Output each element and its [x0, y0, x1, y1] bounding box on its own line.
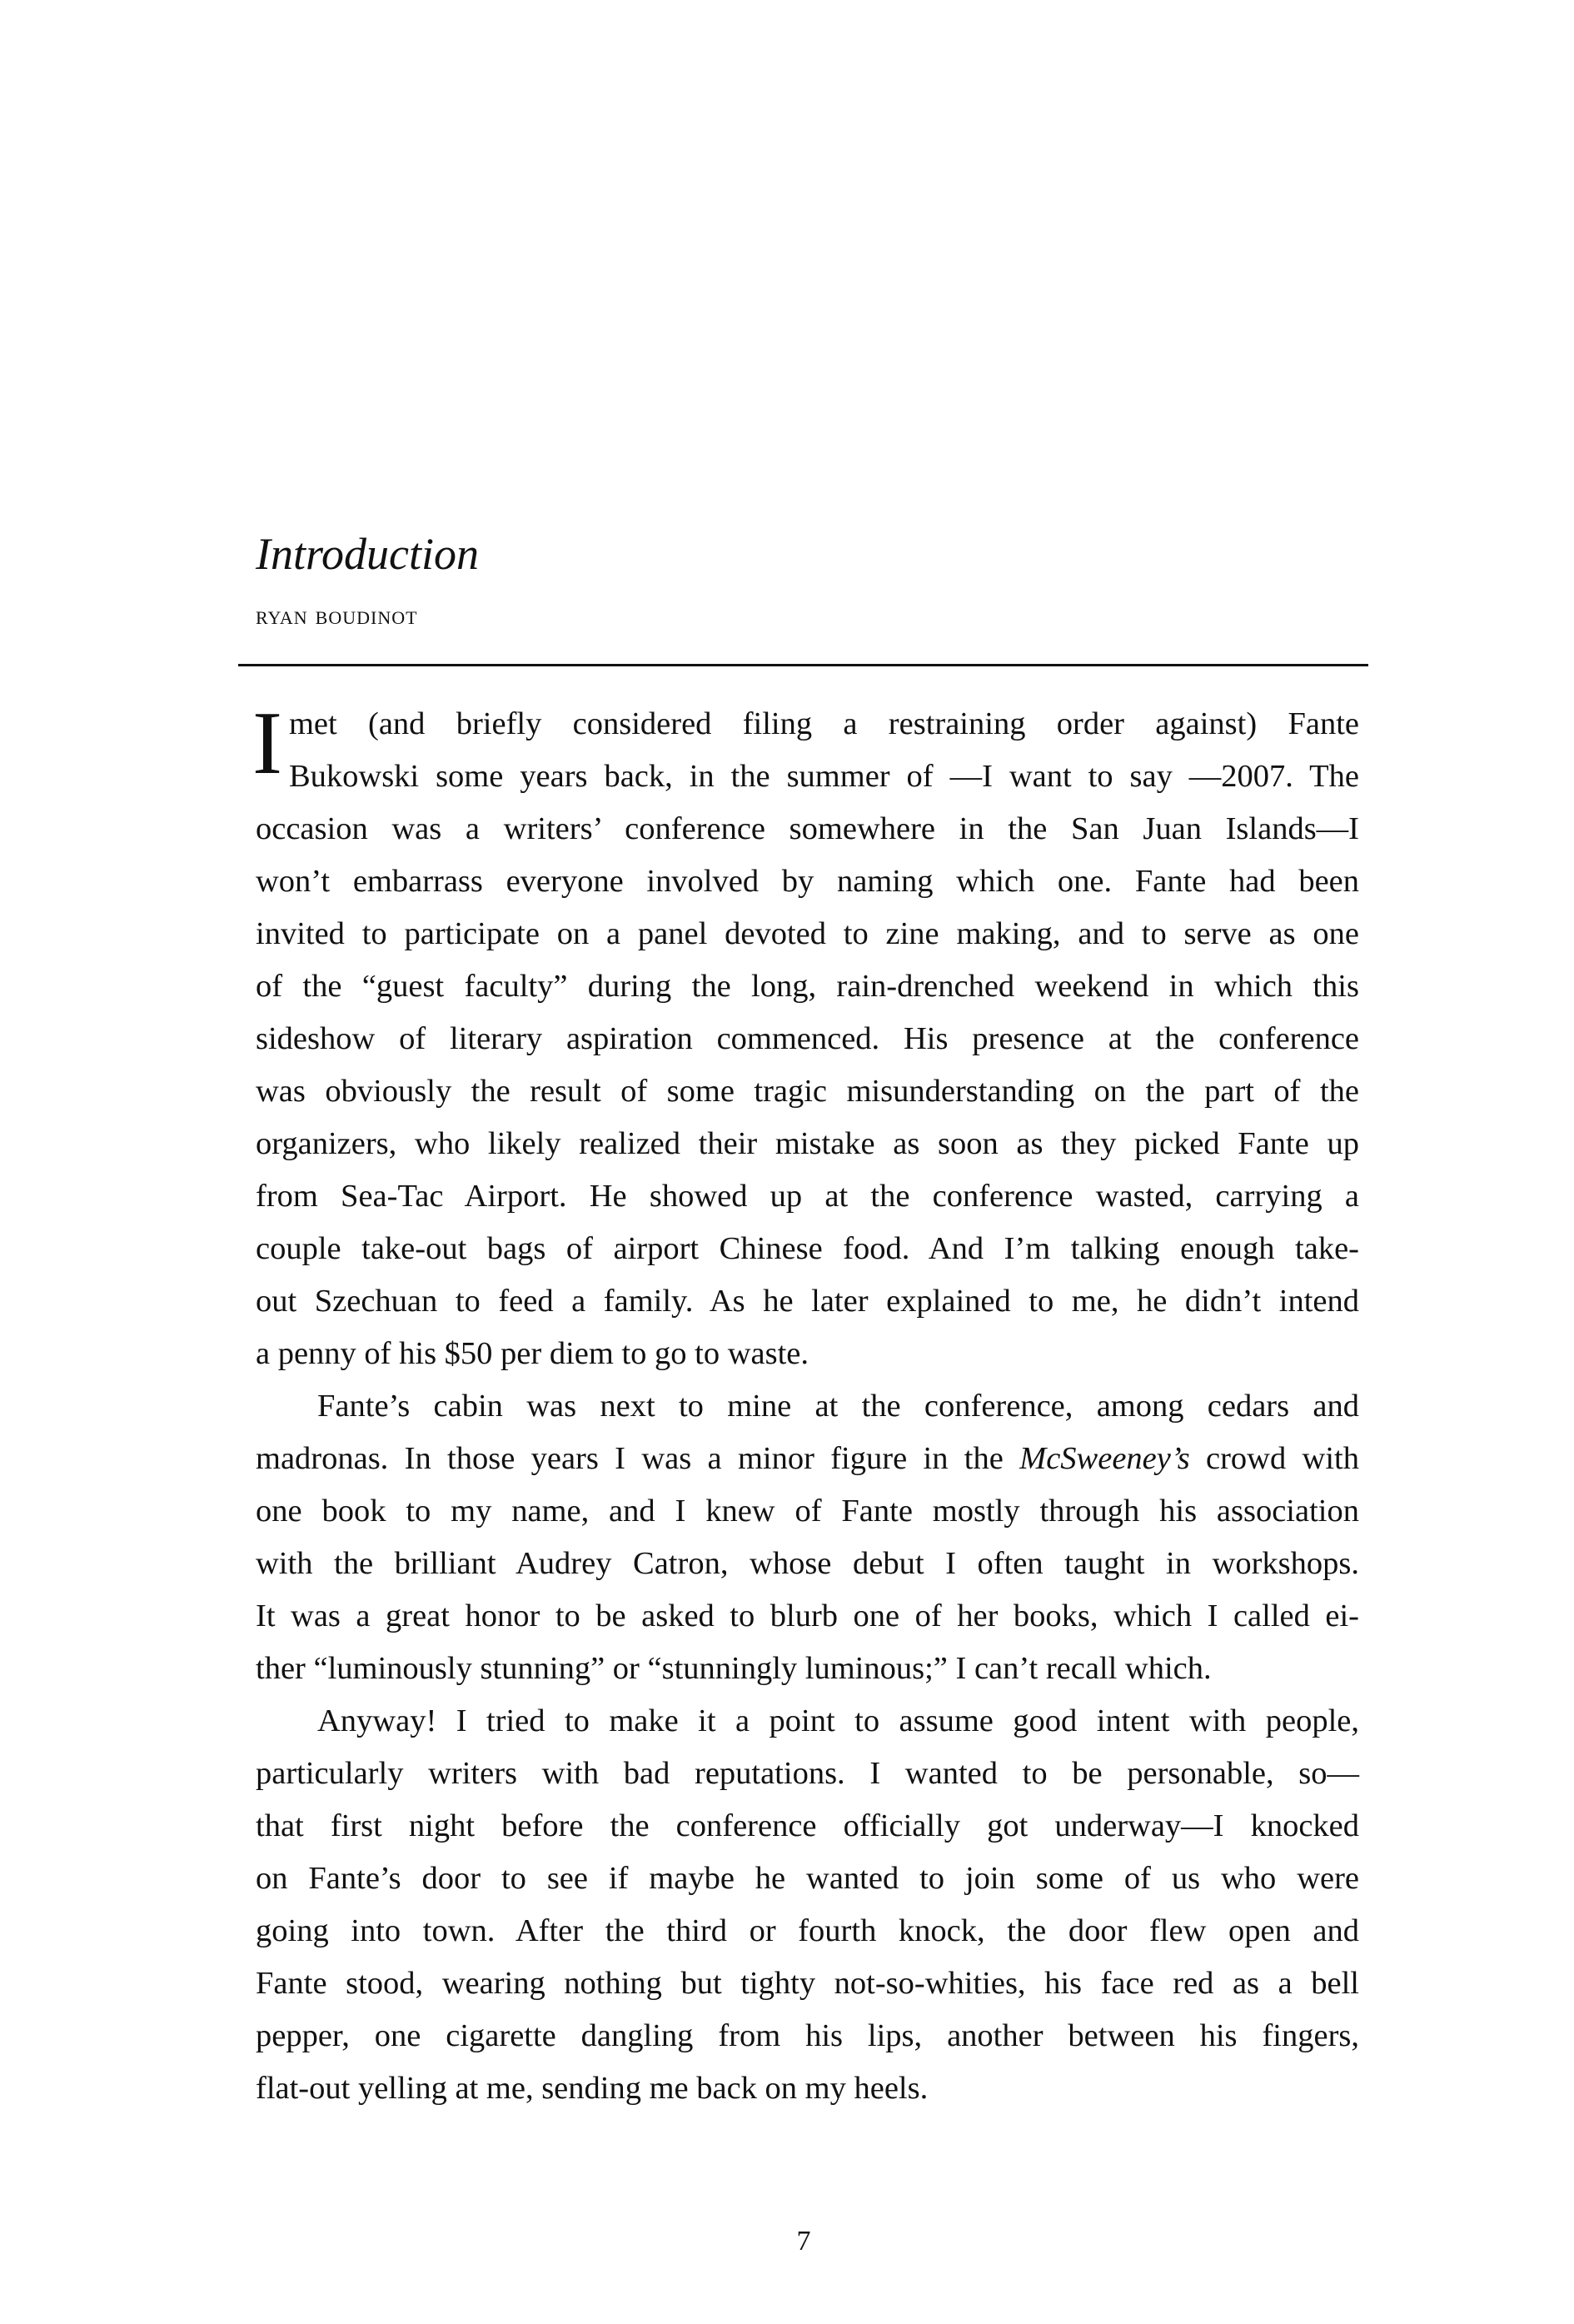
text-line: going into town. After the third or fourth knock, the door flew open and: [256, 1913, 1359, 1948]
text-line: flat-out yelling at me, sending me back on my heels.: [256, 2071, 929, 2106]
title-rule-divider: [238, 664, 1368, 666]
text-line: organizers, who likely realized their mistake as soon as they picked Fante up: [256, 1126, 1359, 1161]
text-line: Bukowski some years back, in the summer of —I want to say —2007. The: [288, 759, 1359, 794]
text-line: that first night before the conference officially got underway—I knocked: [256, 1808, 1359, 1843]
chapter-title: Introduction: [256, 529, 479, 579]
text-line: Anyway! I tried to make it a point to assume good intent with people,: [317, 1703, 1359, 1738]
text-line: invited to participate on a panel devoted to zine making, and to serve as one: [256, 916, 1359, 951]
text-line: met (and briefly considered filing a restraining order against) Fante: [288, 706, 1359, 741]
text-line: Fante stood, wearing nothing but tighty not-so-whities, his face red as a bell: [256, 1966, 1359, 2001]
text-line: pepper, one cigarette dangling from his lips, another between his fingers,: [256, 2018, 1359, 2053]
text-line: ther “luminously stunning” or “stunningly luminous;” I can’t recall which.: [256, 1651, 1212, 1686]
text-line: [256, 1433, 1359, 1485]
body-text: [252, 694, 1359, 2115]
text-run: crowd with: [1189, 1441, 1359, 1476]
text-line: sideshow of literary aspiration commenced. His presence at the conference: [256, 1021, 1359, 1056]
page-number: 7: [796, 2226, 811, 2257]
text-line: Fante’s cabin was next to mine at the conference, among cedars and: [317, 1389, 1359, 1424]
text-line: couple take-out bags of airport Chinese food. And I’m talking enough take-: [256, 1231, 1359, 1266]
text-line: particularly writers with bad reputations. I wanted to be personable, so—: [256, 1756, 1359, 1791]
text-line: out Szechuan to feed a family. As he later explained to me, he didn’t intend: [256, 1284, 1359, 1319]
text-line: of the “guest faculty” during the long, rain-drenched weekend in which this: [256, 969, 1359, 1004]
paragraph-1: [252, 694, 1359, 1380]
chapter-author: ryan boudinot: [256, 600, 418, 630]
text-line: with the brilliant Audrey Catron, whose debut I often taught in workshops.: [256, 1546, 1359, 1581]
text-run: madronas. In those years I was a minor figure in the: [256, 1441, 1020, 1476]
publication-name: McSweeney’s: [1019, 1441, 1190, 1476]
text-line: It was a great honor to be asked to blurb one of her books, which I called ei-: [256, 1598, 1359, 1633]
text-line: a penny of his $50 per diem to go to waste.: [256, 1336, 809, 1371]
text-line: was obviously the result of some tragic misunderstanding on the part of the: [256, 1074, 1359, 1109]
text-line: on Fante’s door to see if maybe he wanted to join some of us who were: [256, 1861, 1359, 1896]
text-line: one book to my name, and I knew of Fante mostly through his association: [256, 1494, 1359, 1529]
text-line: from Sea-Tac Airport. He showed up at the conference wasted, carrying a: [256, 1179, 1359, 1214]
drop-cap: I: [252, 694, 282, 793]
paragraph-2: [256, 1380, 1359, 1695]
text-line: occasion was a writers’ conference somewhere in the San Juan Islands—I: [256, 811, 1359, 846]
paragraph-3: [256, 1695, 1359, 2115]
text-line: won’t embarrass everyone involved by naming which one. Fante had been: [256, 864, 1359, 899]
